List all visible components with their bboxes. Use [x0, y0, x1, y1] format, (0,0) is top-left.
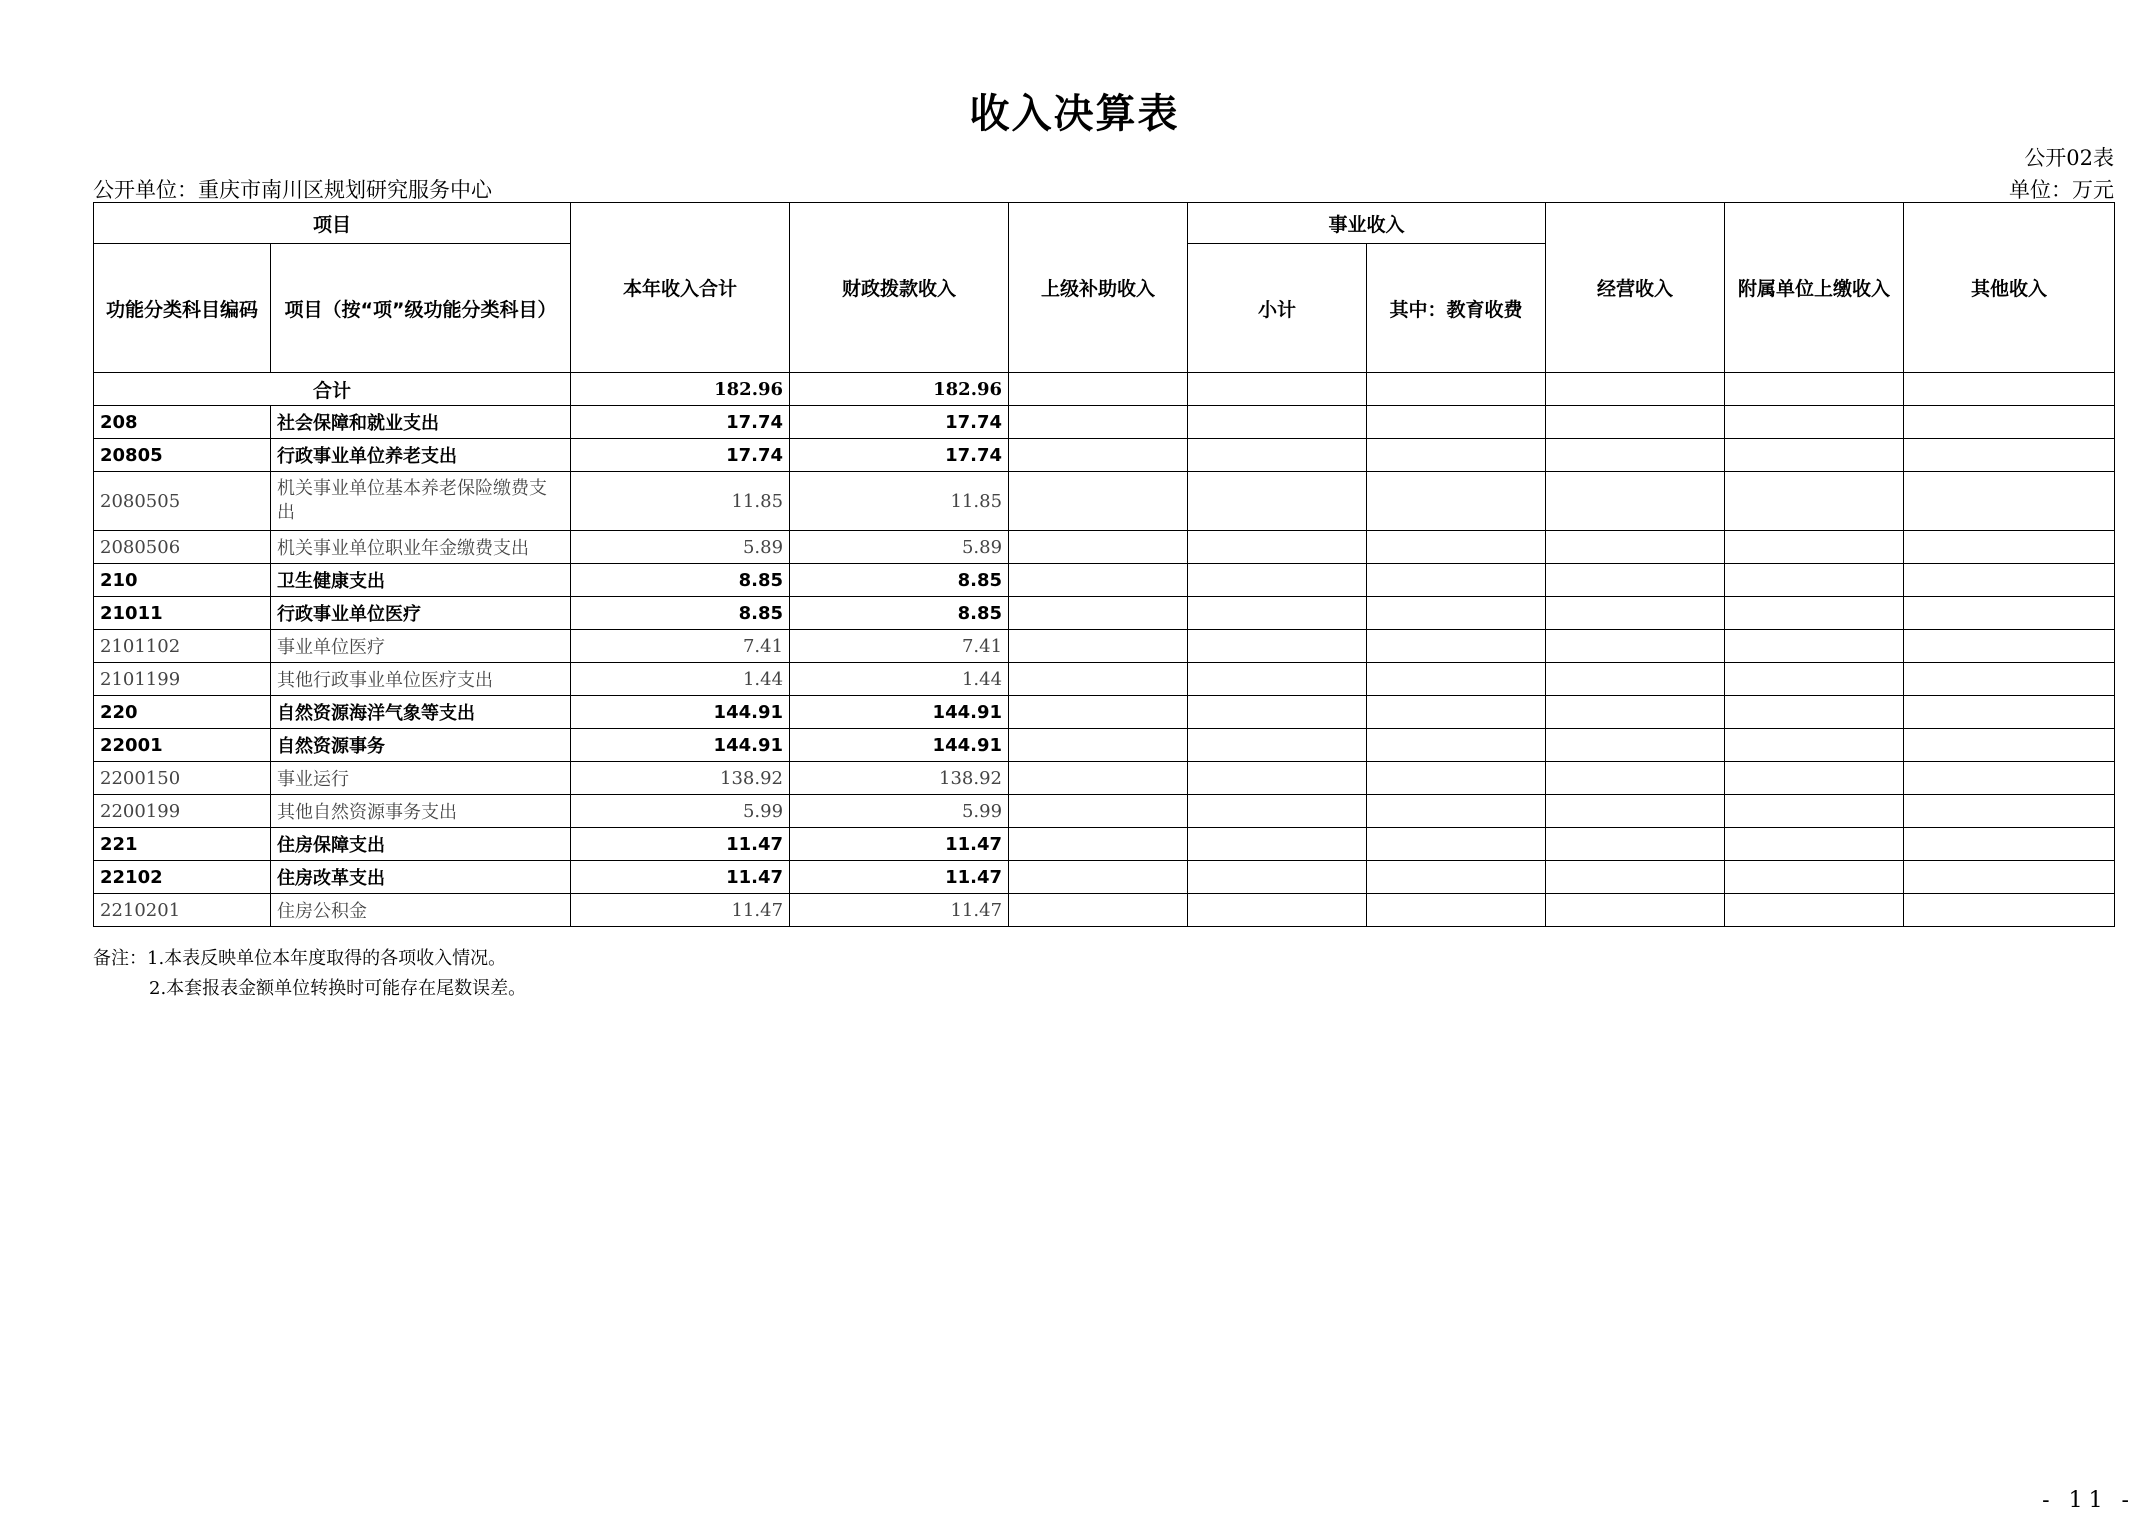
empty-cell [1009, 472, 1188, 531]
empty-cell [1009, 828, 1188, 861]
fiscal-cell: 11.85 [790, 472, 1009, 531]
header-business-income: 事业收入 [1188, 203, 1546, 244]
total-cell: 11.47 [571, 828, 790, 861]
empty-cell [1725, 472, 1904, 531]
empty-cell [1904, 762, 2115, 795]
total-cell: 11.47 [571, 894, 790, 927]
code-cell: 2210201 [94, 894, 271, 927]
empty-cell [1188, 663, 1367, 696]
header-subtotal: 小计 [1188, 244, 1367, 373]
code-cell: 2101199 [94, 663, 271, 696]
empty-cell [1367, 762, 1546, 795]
page-title: 收入决算表 [969, 91, 1180, 137]
empty-cell [1546, 630, 1725, 663]
page-number: - 11 - [2042, 1488, 2135, 1513]
empty-cell [1367, 894, 1546, 927]
empty-cell [1009, 861, 1188, 894]
total-row [94, 373, 2115, 406]
name-cell: 住房公积金 [271, 894, 571, 927]
total-cell: 138.92 [571, 762, 790, 795]
empty-cell [1725, 729, 1904, 762]
code-cell: 220 [94, 696, 271, 729]
name-cell: 卫生健康支出 [271, 564, 571, 597]
empty-cell [1009, 696, 1188, 729]
fiscal-cell: 5.99 [790, 795, 1009, 828]
code-cell: 210 [94, 564, 271, 597]
code-cell: 2080505 [94, 472, 271, 531]
empty-cell [1725, 696, 1904, 729]
code-cell: 22102 [94, 861, 271, 894]
total-cell: 11.47 [571, 861, 790, 894]
code-cell: 21011 [94, 597, 271, 630]
empty-cell [1725, 597, 1904, 630]
fiscal-cell: 1.44 [790, 663, 1009, 696]
table-row [94, 894, 2115, 927]
empty-cell [1904, 729, 2115, 762]
empty-cell [1546, 564, 1725, 597]
empty-cell [1546, 406, 1725, 439]
empty-cell [1367, 795, 1546, 828]
code-cell: 2200199 [94, 795, 271, 828]
empty-cell [1009, 630, 1188, 663]
name-cell: 住房保障支出 [271, 828, 571, 861]
total-cell: 1.44 [571, 663, 790, 696]
header-total-income: 本年收入合计 [571, 203, 790, 373]
total-cell: 11.85 [571, 472, 790, 531]
total-cell: 5.89 [571, 531, 790, 564]
header-affiliated: 附属单位上缴收入 [1725, 203, 1904, 373]
table-row [94, 696, 2115, 729]
empty-cell [1188, 729, 1367, 762]
empty-cell [1725, 861, 1904, 894]
empty-cell [1725, 439, 1904, 472]
empty-cell [1904, 630, 2115, 663]
empty-cell [1188, 894, 1367, 927]
name-cell: 事业单位医疗 [271, 630, 571, 663]
empty-cell [1188, 531, 1367, 564]
code-cell: 2101102 [94, 630, 271, 663]
empty-cell [1546, 373, 1725, 406]
empty-cell [1725, 406, 1904, 439]
empty-cell [1367, 630, 1546, 663]
table-row [94, 762, 2115, 795]
table-row [94, 472, 2115, 531]
total-cell: 7.41 [571, 630, 790, 663]
total-fiscal-cell: 182.96 [790, 373, 1009, 406]
empty-cell [1904, 472, 2115, 531]
empty-cell [1725, 630, 1904, 663]
empty-cell [1367, 729, 1546, 762]
empty-cell [1904, 531, 2115, 564]
empty-cell [1367, 406, 1546, 439]
empty-cell [1546, 762, 1725, 795]
empty-cell [1009, 531, 1188, 564]
fiscal-cell: 17.74 [790, 406, 1009, 439]
empty-cell [1546, 894, 1725, 927]
fiscal-cell: 11.47 [790, 861, 1009, 894]
empty-cell [1904, 828, 2115, 861]
code-cell: 221 [94, 828, 271, 861]
empty-cell [1009, 373, 1188, 406]
empty-cell [1367, 472, 1546, 531]
note-1: 备注：1.本表反映单位本年度取得的各项收入情况。 [93, 948, 507, 969]
fiscal-cell: 138.92 [790, 762, 1009, 795]
form-code: 公开02表 [2024, 146, 2114, 170]
table-row [94, 564, 2115, 597]
empty-cell [1367, 828, 1546, 861]
name-cell: 事业运行 [271, 762, 571, 795]
empty-cell [1546, 439, 1725, 472]
header-func-code: 功能分类科目编码 [94, 244, 271, 373]
header-item: 项目 [94, 203, 571, 244]
header-fiscal: 财政拨款收入 [790, 203, 1009, 373]
empty-cell [1546, 597, 1725, 630]
empty-cell [1546, 663, 1725, 696]
header-other: 其他收入 [1904, 203, 2115, 373]
empty-cell [1188, 696, 1367, 729]
empty-cell [1009, 795, 1188, 828]
empty-cell [1009, 894, 1188, 927]
empty-cell [1188, 828, 1367, 861]
total-cell: 8.85 [571, 597, 790, 630]
empty-cell [1009, 406, 1188, 439]
empty-cell [1904, 894, 2115, 927]
empty-cell [1367, 373, 1546, 406]
empty-cell [1546, 729, 1725, 762]
header-upper-subsidy: 上级补助收入 [1009, 203, 1188, 373]
empty-cell [1904, 564, 2115, 597]
empty-cell [1725, 795, 1904, 828]
fiscal-cell: 7.41 [790, 630, 1009, 663]
total-cell: 5.99 [571, 795, 790, 828]
unit-label: 单位：万元 [2009, 178, 2114, 202]
empty-cell [1009, 597, 1188, 630]
empty-cell [1188, 795, 1367, 828]
table-row [94, 597, 2115, 630]
table-row [94, 406, 2115, 439]
fiscal-cell: 11.47 [790, 828, 1009, 861]
total-cell: 8.85 [571, 564, 790, 597]
fiscal-cell: 5.89 [790, 531, 1009, 564]
empty-cell [1367, 663, 1546, 696]
header-education-fee: 其中：教育收费 [1367, 244, 1546, 373]
header-func-name: 项目（按“项”级功能分类科目） [271, 244, 571, 373]
empty-cell [1725, 531, 1904, 564]
table-row [94, 861, 2115, 894]
empty-cell [1188, 861, 1367, 894]
empty-cell [1188, 439, 1367, 472]
empty-cell [1188, 597, 1367, 630]
name-cell: 自然资源事务 [271, 729, 571, 762]
total-income-cell: 182.96 [571, 373, 790, 406]
empty-cell [1725, 894, 1904, 927]
empty-cell [1546, 795, 1725, 828]
code-cell: 208 [94, 406, 271, 439]
total-cell: 144.91 [571, 729, 790, 762]
name-cell: 机关事业单位职业年金缴费支出 [271, 531, 571, 564]
code-cell: 2080506 [94, 531, 271, 564]
table-row [94, 531, 2115, 564]
fiscal-cell: 144.91 [790, 729, 1009, 762]
table-row [94, 828, 2115, 861]
code-cell: 20805 [94, 439, 271, 472]
empty-cell [1904, 861, 2115, 894]
empty-cell [1725, 828, 1904, 861]
empty-cell [1188, 373, 1367, 406]
empty-cell [1367, 861, 1546, 894]
empty-cell [1367, 439, 1546, 472]
publisher-label: 公开单位：重庆市南川区规划研究服务中心 [93, 178, 492, 202]
code-cell: 2200150 [94, 762, 271, 795]
empty-cell [1546, 696, 1725, 729]
name-cell: 机关事业单位基本养老保险缴费支出 [271, 472, 571, 531]
empty-cell [1904, 696, 2115, 729]
empty-cell [1904, 663, 2115, 696]
fiscal-cell: 144.91 [790, 696, 1009, 729]
name-cell: 其他自然资源事务支出 [271, 795, 571, 828]
empty-cell [1546, 828, 1725, 861]
empty-cell [1188, 406, 1367, 439]
table-row [94, 630, 2115, 663]
total-label: 合计 [94, 373, 571, 406]
empty-cell [1367, 531, 1546, 564]
header-operating: 经营收入 [1546, 203, 1725, 373]
empty-cell [1546, 861, 1725, 894]
empty-cell [1367, 597, 1546, 630]
name-cell: 自然资源海洋气象等支出 [271, 696, 571, 729]
name-cell: 社会保障和就业支出 [271, 406, 571, 439]
name-cell: 其他行政事业单位医疗支出 [271, 663, 571, 696]
table-row [94, 729, 2115, 762]
fiscal-cell: 8.85 [790, 597, 1009, 630]
empty-cell [1904, 795, 2115, 828]
empty-cell [1188, 762, 1367, 795]
empty-cell [1904, 597, 2115, 630]
total-cell: 144.91 [571, 696, 790, 729]
empty-cell [1725, 663, 1904, 696]
empty-cell [1009, 762, 1188, 795]
empty-cell [1725, 564, 1904, 597]
empty-cell [1367, 564, 1546, 597]
income-table [93, 202, 2115, 927]
empty-cell [1367, 696, 1546, 729]
empty-cell [1188, 564, 1367, 597]
table-row [94, 663, 2115, 696]
empty-cell [1009, 439, 1188, 472]
empty-cell [1188, 472, 1367, 531]
empty-cell [1546, 531, 1725, 564]
empty-cell [1546, 472, 1725, 531]
empty-cell [1725, 762, 1904, 795]
fiscal-cell: 8.85 [790, 564, 1009, 597]
fiscal-cell: 11.47 [790, 894, 1009, 927]
empty-cell [1009, 729, 1188, 762]
table-row [94, 795, 2115, 828]
note-2: 2.本套报表金额单位转换时可能存在尾数误差。 [149, 978, 527, 999]
name-cell: 行政事业单位养老支出 [271, 439, 571, 472]
empty-cell [1725, 373, 1904, 406]
code-cell: 22001 [94, 729, 271, 762]
name-cell: 住房改革支出 [271, 861, 571, 894]
total-cell: 17.74 [571, 406, 790, 439]
table-row [94, 439, 2115, 472]
name-cell: 行政事业单位医疗 [271, 597, 571, 630]
total-cell: 17.74 [571, 439, 790, 472]
empty-cell [1009, 564, 1188, 597]
empty-cell [1904, 373, 2115, 406]
fiscal-cell: 17.74 [790, 439, 1009, 472]
empty-cell [1904, 439, 2115, 472]
notes [93, 944, 526, 1004]
empty-cell [1188, 630, 1367, 663]
empty-cell [1009, 663, 1188, 696]
empty-cell [1904, 406, 2115, 439]
